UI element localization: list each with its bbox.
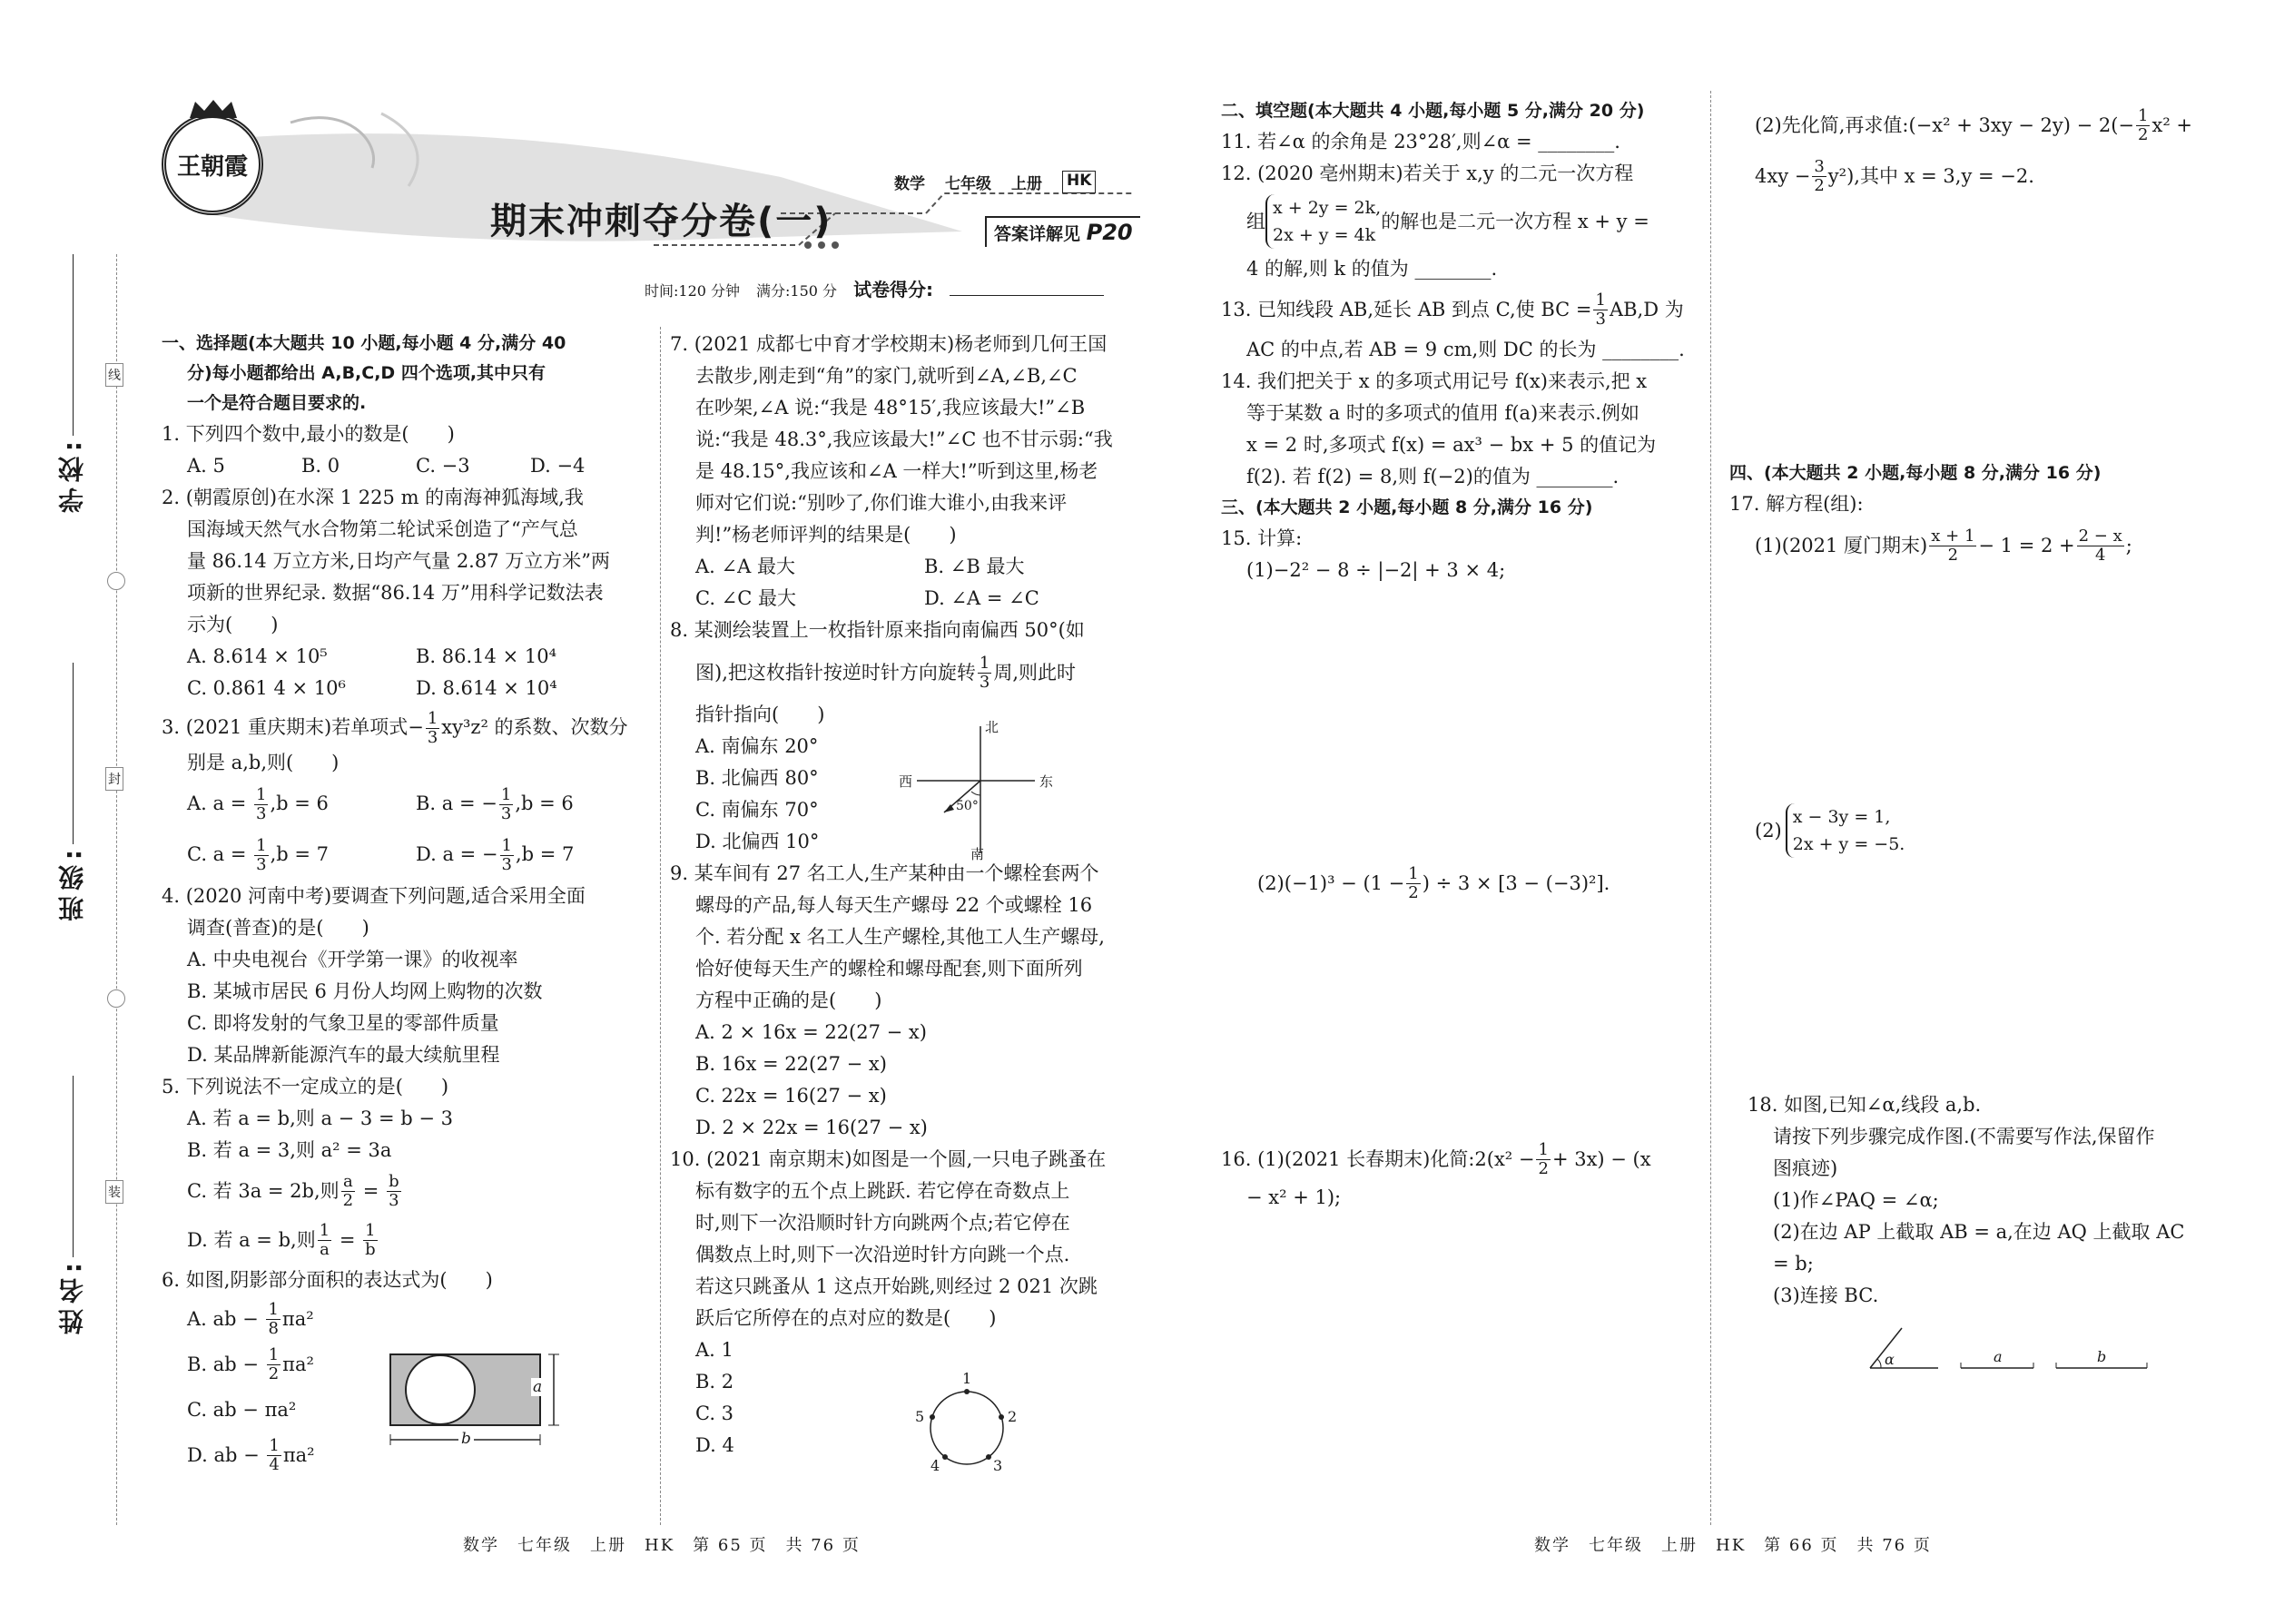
logo-text: 王朝霞	[176, 153, 248, 181]
q16b-frac1: $\frac{1}{2}$	[2138, 105, 2149, 144]
q4-opt-a[interactable]: A. 中央电视台《开学第一课》的收视率	[187, 949, 518, 970]
q17-eq2: 2x + y = −5.	[1792, 834, 1905, 854]
name-underline	[73, 1076, 74, 1257]
q17-part2	[1755, 803, 1905, 858]
q3-opt-c-pre: C. a =	[187, 842, 253, 865]
q2-opt-d[interactable]: D. 8.614 × 10⁴	[416, 677, 557, 699]
q15-head: 15. 计算:	[1221, 527, 1303, 549]
q3-post: xy³z² 的系数、次数分	[441, 716, 628, 738]
q4-opt-c[interactable]: C. 即将发射的气象卫星的零部件质量	[187, 1012, 499, 1034]
q7-opt-b[interactable]: B. ∠B 最大	[924, 556, 1025, 577]
q3-opt-d[interactable]	[416, 837, 574, 874]
q2-options-row1	[162, 641, 647, 673]
q3-line1	[162, 710, 647, 747]
q7-opt-a[interactable]: A. ∠A 最大	[695, 556, 795, 577]
q7-options-row1	[670, 551, 1160, 583]
q13-line1	[1221, 285, 1693, 334]
q7-options-row2	[670, 583, 1160, 615]
q10-line: 跃后它所停在的点对应的数是( )	[695, 1307, 997, 1329]
q1-opt-d[interactable]: D. −4	[530, 455, 586, 477]
answer-ref-box	[985, 216, 1140, 247]
q3-opt-a-post: ,b = 6	[270, 792, 329, 814]
q8-line2-post: 周,则此时	[993, 661, 1077, 684]
q9-line: 方程中正确的是( )	[695, 989, 882, 1011]
circle-point-1: 1	[962, 1370, 972, 1387]
q10-opt-c[interactable]: C. 3	[695, 1403, 734, 1424]
q3-opt-b-frac: $\frac{1}{3}$	[500, 784, 512, 823]
q18-line: (2)在边 AP 上截取 AB = a,在边 AQ 上截取 AC	[1773, 1221, 2185, 1243]
q14-line: 14. 我们把关于 x 的多项式用记号 f(x)来表示,把 x	[1221, 370, 1648, 392]
q16b-pre: (2)先化简,再求值:(−x² + 3xy − 2y) − 2(−	[1755, 113, 2135, 136]
q8-opt-a[interactable]: A. 南偏东 20°	[695, 735, 819, 757]
question-9	[670, 858, 1160, 1144]
q17-eq1: x − 3y = 1,	[1792, 807, 1891, 827]
q17-p1-mid: − 1 = 2 +	[1978, 534, 2075, 556]
q10-line: 若这只跳蚤从 1 这点开始跳,则经过 2 021 次跳	[695, 1275, 1098, 1297]
q8-line2	[670, 646, 1160, 699]
q13-pre: 13. 已知线段 AB,延长 AB 到点 C,使 BC =	[1221, 298, 1592, 320]
answer-ref-page: P20	[1086, 220, 1133, 245]
q3-opt-c-frac: $\frac{1}{3}$	[256, 835, 267, 874]
q7-opt-d[interactable]: D. ∠A = ∠C	[924, 587, 1039, 609]
q18-line: (3)连接 BC.	[1773, 1284, 1879, 1306]
q10-circle-figure	[908, 1370, 1026, 1484]
q3-line2: 别是 a,b,则( )	[187, 752, 340, 773]
question-13	[1221, 285, 1693, 366]
q12-line1: 12. (2020 亳州期末)若关于 x,y 的二元一次方程	[1221, 162, 1634, 184]
q6-opt-d-tail: πa²	[282, 1443, 315, 1466]
q2-line: 国海域天然气水合物第二轮试采创造了“产气总	[187, 518, 578, 540]
q3-opt-a[interactable]	[187, 786, 416, 823]
q5-opt-a[interactable]: A. 若 a = b,则 a − 3 = b − 3	[187, 1107, 453, 1129]
sec1-line: 一、选择题(本大题共 10 小题,每小题 4 分,满分 40	[162, 333, 566, 353]
crown-icon	[186, 98, 241, 120]
q5-opt-c-text: C. 若 3a = 2b,则	[187, 1179, 340, 1202]
q9-line: 9. 某车间有 27 名工人,生产某种由一个螺栓套两个	[670, 862, 1099, 884]
q2-opt-b[interactable]: B. 86.14 × 10⁴	[416, 645, 556, 667]
label-alpha: α	[1885, 1351, 1895, 1368]
section-2-heading: 二、填空题(本大题共 4 小题,每小题 5 分,满分 20 分)	[1221, 101, 1645, 121]
section-3-heading: 三、(本大题共 2 小题,每小题 8 分,满分 16 分)	[1221, 497, 1593, 517]
q7-line: 是 48.15°,我应该和∠A 一样大!”听到这里,杨老	[695, 460, 1098, 482]
q17-frac1: $\frac{x + 1}{2}$	[1931, 526, 1975, 565]
right-column	[1221, 96, 1693, 586]
question-16	[1221, 1137, 1651, 1214]
q16b-l2-pre: 4xy −	[1755, 164, 1811, 187]
q3-opt-d-pre: D. a = −	[416, 842, 498, 865]
q5-opt-c-frac1: $\frac{a}{2}$	[342, 1171, 354, 1210]
q8-opt-b[interactable]: B. 北偏西 80°	[695, 767, 819, 789]
binding-hole-2	[107, 989, 125, 1008]
left-column	[162, 329, 647, 1478]
subject-tags	[894, 171, 1096, 193]
q12-post: 的解也是二元一次方程 x + y =	[1381, 210, 1649, 232]
footer-page-65: 数学 七年级 上册 HK 第 65 页 共 76 页	[463, 1536, 861, 1555]
seal-char-2: 封	[105, 767, 123, 791]
question-3	[162, 710, 647, 881]
tag-edition: HK	[1062, 171, 1096, 193]
q2-line: 2. (朝霞原创)在水深 1 225 m 的南海神狐海域,我	[162, 487, 584, 508]
q17-system	[1786, 803, 1905, 858]
q16b-l2-post: y²),其中 x = 3,y = −2.	[1827, 164, 2034, 187]
class-label: 班级:	[57, 844, 87, 922]
q10-opt-d[interactable]: D. 4	[695, 1434, 734, 1456]
label-b: b	[2097, 1348, 2107, 1365]
q17-part1	[1729, 520, 2256, 571]
compass-east: 东	[1039, 773, 1054, 790]
q8-frac: $\frac{1}{3}$	[979, 653, 990, 692]
q7-line: 7. (2021 成都七中育才学校期末)杨老师到几何王国	[670, 333, 1108, 355]
q6-opt-b-text: B. ab −	[187, 1353, 260, 1375]
q5-opt-d-frac1: $\frac{1}{a}$	[319, 1220, 330, 1259]
q3-frac: $\frac{1}{3}$	[427, 709, 438, 747]
q7-line: 在吵架,∠A 说:“我是 48°15′,我应该最大!”∠B	[695, 397, 1086, 418]
q3-opt-b-pre: B. a = −	[416, 792, 497, 814]
q17-p1-pre: (1)(2021 厦门期末)	[1755, 534, 1928, 556]
q15-part2	[1257, 861, 1610, 906]
section-1-heading	[162, 329, 647, 418]
question-14	[1221, 366, 1693, 493]
compass-north: 北	[985, 719, 999, 735]
q15-p2-post: ) ÷ 3 × [3 − (−3)²].	[1422, 871, 1610, 894]
tag-subject: 数学	[894, 175, 925, 193]
q16-line2: − x² + 1);	[1246, 1186, 1342, 1208]
school-field[interactable]	[50, 254, 95, 545]
circle-point-3: 3	[993, 1457, 1003, 1474]
q7-line: 判!”杨老师评判的结果是( )	[695, 524, 957, 546]
q6-figure	[386, 1351, 567, 1455]
q7-line: 去散步,刚走到“角”的家门,就听到∠A,∠B,∠C	[695, 365, 1078, 387]
q17-frac2: $\frac{2 - x}{4}$	[2078, 526, 2122, 565]
q6-label-a: a	[533, 1378, 543, 1396]
page-title: 期末冲刺夺分卷(一)	[490, 201, 832, 242]
compass-south: 南	[970, 846, 985, 862]
name-label: 姓名:	[57, 1257, 87, 1335]
class-underline	[73, 663, 74, 844]
question-1	[162, 418, 647, 482]
q9-opt-d[interactable]: D. 2 × 22x = 16(27 − x)	[695, 1117, 928, 1138]
q6-opt-a[interactable]	[162, 1296, 647, 1342]
q10-line: 时,则下一次沿顺时针方向跳两个点;若它停在	[695, 1212, 1070, 1234]
q16b-line1	[1755, 102, 2256, 149]
q12-line3: 4 的解,则 k 的值为 ________.	[1246, 258, 1498, 280]
q17-head: 17. 解方程(组):	[1729, 493, 1864, 515]
q15-frac: $\frac{1}{2}$	[1408, 863, 1419, 902]
footer-page-66: 数学 七年级 上册 HK 第 66 页 共 76 页	[1534, 1536, 1932, 1555]
q18-line: 18. 如图,已知∠α,线段 a,b.	[1748, 1094, 1982, 1116]
full-score: 满分:150 分	[756, 282, 838, 300]
q9-line: 螺母的产品,每人每天生产螺母 22 个或螺栓 16	[695, 894, 1093, 916]
q7-opt-c[interactable]: C. ∠C 最大	[695, 587, 797, 609]
q6-opt-d-frac: $\frac{1}{4}$	[269, 1435, 280, 1474]
q6-opt-b-frac: $\frac{1}{2}$	[268, 1344, 280, 1383]
question-15	[1221, 523, 1693, 586]
q2-line: 项新的世界纪录. 数据“86.14 万”用科学记数法表	[187, 582, 604, 604]
q4-opt-b[interactable]: B. 某城市居民 6 月份人均网上购物的次数	[187, 980, 543, 1002]
school-underline	[73, 254, 74, 436]
q8-compass-figure	[894, 717, 1058, 862]
q8-opt-d[interactable]: D. 北偏西 10°	[695, 831, 820, 852]
q3-pre: 3. (2021 重庆期末)若单项式−	[162, 716, 424, 738]
q17-p2-pre: (2)	[1755, 819, 1782, 842]
q9-line: 恰好使每天生产的螺栓和螺母配套,则下面所列	[695, 958, 1083, 979]
q10-line: 标有数字的五个点上跳跃. 若它停在奇数点上	[695, 1180, 1070, 1202]
column-divider-1	[660, 327, 661, 1525]
circle-point-2: 2	[1008, 1408, 1018, 1425]
q3-opt-d-frac: $\frac{1}{3}$	[501, 835, 512, 874]
label-a: a	[1994, 1348, 2003, 1365]
q18-line: (1)作∠PAQ = ∠α;	[1773, 1189, 1939, 1211]
q3-opt-a-frac: $\frac{1}{3}$	[255, 784, 267, 823]
q6-label-b: b	[458, 1430, 474, 1448]
section-4-block	[1729, 458, 2256, 571]
class-field[interactable]	[50, 663, 95, 962]
q12-eq1: x + 2y = 2k,	[1273, 198, 1382, 218]
q1-stem: 1. 下列四个数中,最小的数是( )	[162, 423, 455, 445]
q10-opt-a[interactable]: A. 1	[695, 1339, 733, 1361]
q6-opt-a-frac: $\frac{1}{8}$	[268, 1299, 279, 1338]
q10-line: 偶数点上时,则下一次沿逆时针方向跳一个点.	[695, 1244, 1070, 1265]
q10-opt-b[interactable]: B. 2	[695, 1371, 734, 1393]
q4-line: 4. (2020 河南中考)要调查下列问题,适合采用全面	[162, 885, 586, 907]
q3-options-row2	[162, 830, 647, 881]
time-limit: 时间:120 分钟	[645, 282, 741, 300]
seal-char-3: 装	[105, 1180, 123, 1204]
middle-column	[670, 329, 1160, 1462]
question-7	[670, 329, 1160, 615]
q6-opt-d-text: D. ab −	[187, 1443, 260, 1466]
circle-point-5: 5	[915, 1408, 925, 1425]
tag-volume: 上册	[1011, 175, 1042, 193]
q6-opt-a-tail: πa²	[281, 1307, 314, 1330]
q3-opt-b[interactable]	[416, 786, 574, 823]
q6-stem: 6. 如图,阴影部分面积的表达式为( )	[162, 1269, 493, 1291]
q16b-line2	[1755, 149, 2256, 203]
q18-line: 图痕迹)	[1773, 1157, 1838, 1179]
q4-line: 调查(普查)的是( )	[187, 917, 369, 939]
q1-options	[162, 450, 647, 482]
q8-line: 指针指向( )	[695, 704, 825, 725]
q2-opt-c[interactable]: C. 0.861 4 × 10⁶	[187, 677, 346, 699]
tag-grade: 七年级	[945, 175, 991, 193]
sec1-line: 一个是符合题目要求的.	[187, 393, 367, 413]
q8-line2-pre: 图),把这枚指针按逆时针方向旋转	[695, 661, 976, 684]
question-4	[162, 881, 647, 1071]
q6-opt-a-text: A. ab −	[187, 1307, 259, 1330]
question-2	[162, 482, 647, 704]
q15-part1: (1)−2² − 8 ÷ |−2| + 3 × 4;	[1246, 559, 1506, 581]
question-18	[1748, 1089, 2238, 1312]
sec1-line: 分)每小题都给出 A,B,C,D 四个选项,其中只有	[187, 363, 546, 383]
q8-line: 8. 某测绘装置上一枚指针原来指向南偏西 50°(如	[670, 619, 1085, 641]
q5-opt-d-text: D. 若 a = b,则	[187, 1228, 316, 1251]
q13-line2: AC 的中点,若 AB = 9 cm,则 DC 的长为 ________.	[1246, 339, 1685, 360]
q1-opt-c[interactable]: C. −3	[416, 455, 470, 477]
q9-opt-a[interactable]: A. 2 × 16x = 22(27 − x)	[695, 1021, 927, 1043]
q3-opt-d-post: ,b = 7	[515, 842, 575, 865]
answer-ref-label: 答案详解见	[994, 224, 1081, 244]
binding-line	[116, 254, 117, 1525]
question-5	[162, 1071, 647, 1265]
circle-point-4: 4	[930, 1457, 940, 1474]
q5-stem: 5. 下列说法不一定成立的是( )	[162, 1076, 449, 1097]
q5-opt-d-frac2: $\frac{1}{b}$	[365, 1220, 376, 1259]
q6-opt-c[interactable]: C. ab − πa²	[187, 1398, 297, 1421]
q13-post: AB,D 为	[1609, 298, 1684, 320]
exam-meta	[645, 275, 1104, 301]
seal-char-1: 线	[105, 363, 123, 387]
q14-line: 等于某数 a 时的多项式的值用 f(a)来表示.例如	[1246, 402, 1639, 424]
q12-pre: 组	[1246, 210, 1265, 232]
q2-options-row2	[162, 673, 647, 704]
q12-eq2: 2x + y = 4k	[1273, 225, 1376, 245]
q8-opt-c[interactable]: C. 南偏东 70°	[695, 799, 819, 821]
q18-line: = b;	[1773, 1253, 1814, 1275]
q9-line: 个. 若分配 x 名工人生产螺栓,其他工人生产螺母,	[695, 926, 1105, 948]
q3-opt-a-pre: A. a =	[187, 792, 252, 814]
section-4-heading: 四、(本大题共 2 小题,每小题 8 分,满分 16 分)	[1729, 463, 2102, 483]
q16-line1	[1221, 1137, 1651, 1182]
q3-opt-c-post: ,b = 7	[270, 842, 330, 865]
q5-opt-b[interactable]: B. 若 a = 3,则 a² = 3a	[187, 1139, 392, 1161]
q16-post: + 3x) − (x	[1551, 1147, 1651, 1170]
q3-opt-b-post: ,b = 6	[515, 792, 574, 814]
q15-p2-pre: (2)(−1)³ − (1 −	[1257, 871, 1405, 894]
column-divider-2	[1710, 91, 1711, 1525]
q16-frac: $\frac{1}{2}$	[1538, 1139, 1549, 1178]
q9-opt-c[interactable]: C. 22x = 16(27 − x)	[695, 1085, 887, 1107]
q6-circle	[406, 1355, 475, 1424]
q1-opt-a[interactable]: A. 5	[187, 455, 225, 477]
q12-line2	[1221, 190, 1693, 253]
q10-line: 10. (2021 南京期末)如图是一个圆,一只电子跳蚤在	[670, 1148, 1107, 1170]
school-label: 学校:	[57, 436, 87, 514]
q3-options-row1	[162, 779, 647, 830]
compass-west: 西	[899, 773, 913, 790]
compass-angle: 50°	[956, 799, 979, 813]
binding-margin	[36, 254, 127, 1525]
q17-p1-post: ;	[2125, 534, 2132, 556]
q5-opt-d[interactable]: D. 若 a = b,则 $\frac{1}{a}$ = $\frac{1}{b}$	[187, 1220, 376, 1259]
name-field[interactable]	[50, 1076, 95, 1375]
q7-line: 说:“我是 48.3°,我应该最大!”∠C 也不甘示弱:“我	[695, 428, 1113, 450]
logo	[162, 113, 263, 215]
q4-opt-d[interactable]: D. 某品牌新能源汽车的最大续航里程	[187, 1044, 500, 1066]
q12-system	[1265, 194, 1381, 249]
question-12	[1221, 158, 1693, 285]
q5-opt-c-frac2: $\frac{b}{3}$	[389, 1171, 399, 1210]
q1-opt-b[interactable]: B. 0	[301, 455, 340, 477]
q18-figure	[1852, 1321, 2151, 1375]
q9-opt-b[interactable]: B. 16x = 22(27 − x)	[695, 1053, 887, 1075]
q16b-post: x² +	[2151, 113, 2193, 136]
far-right-column	[1729, 102, 2256, 203]
q16b-frac2: $\frac{3}{2}$	[1814, 156, 1825, 195]
q13-frac: $\frac{1}{3}$	[1595, 290, 1606, 329]
q18-line: 请按下列步骤完成作图.(不需要写作法,保留作	[1773, 1126, 2155, 1147]
q5-opt-c[interactable]: C. 若 3a = 2b,则 $\frac{a}{2}$ = $\frac{b}{3}$	[187, 1171, 399, 1210]
binding-hole-1	[107, 572, 125, 590]
q2-line: 示为( )	[187, 614, 279, 635]
q6-opt-b-tail: πa²	[282, 1353, 314, 1375]
score-field-input[interactable]	[950, 295, 1104, 296]
q2-opt-a[interactable]: A. 8.614 × 10⁵	[187, 645, 328, 667]
q16-pre: 16. (1)(2021 长春期末)化简:2(x² −	[1221, 1147, 1535, 1170]
q11: 11. 若∠α 的余角是 23°28′,则∠α = ________.	[1221, 131, 1620, 153]
q7-line: 师对它们说:“别吵了,你们谁大谁小,由我来评	[695, 492, 1068, 514]
q14-line: f(2). 若 f(2) = 8,则 f(−2)的值为 ________.	[1246, 466, 1620, 487]
q2-line: 量 86.14 万立方米,日均产气量 2.87 万立方米”两	[187, 550, 610, 572]
score-field-label: 试卷得分:	[853, 279, 934, 300]
q3-opt-c[interactable]	[187, 837, 416, 874]
q14-line: x = 2 时,多项式 f(x) = ax³ − bx + 5 的值记为	[1246, 434, 1657, 456]
question-16-part2	[1729, 102, 2256, 203]
